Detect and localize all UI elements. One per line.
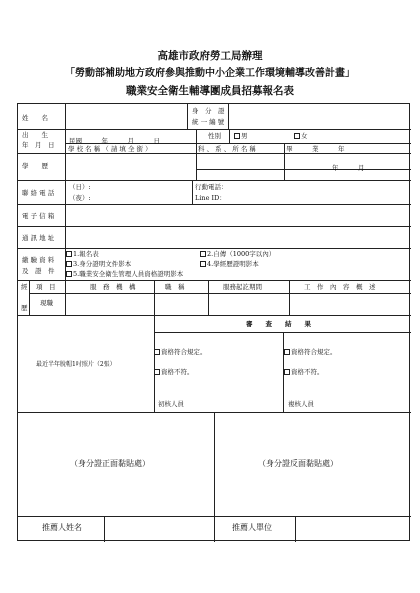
review-pass-option-1[interactable]: 資格符合規定。	[154, 348, 207, 356]
experience-title-header: 職 稱	[165, 283, 185, 291]
mobile-field[interactable]: 行動電話：	[195, 183, 228, 191]
documents-label-2: 及 證 件	[22, 267, 55, 275]
photo-area[interactable]: 最近半年脫帽1吋照片（2張）	[36, 361, 116, 368]
id-number-label-1: 身 分 證	[192, 107, 225, 115]
doc-checkbox-1[interactable]: 1.報名表	[66, 250, 99, 258]
checkbox-icon[interactable]	[284, 369, 290, 375]
checkbox-icon[interactable]	[154, 369, 160, 375]
name-label: 姓 名	[22, 114, 48, 122]
checkbox-icon[interactable]	[66, 261, 72, 267]
phone-night-field[interactable]: （夜）:	[69, 194, 91, 202]
doc-checkbox-5[interactable]: 5.職業安全衛生管理人員資格證明影本	[66, 270, 183, 278]
gender-label: 性別	[208, 132, 221, 140]
checkbox-icon[interactable]	[66, 271, 72, 277]
birth-label-2: 年 月 日	[22, 141, 55, 149]
id-number-label-2: 統 一 編 號	[192, 118, 225, 126]
experience-content-header: 工 作 內 容 概 述	[304, 283, 376, 291]
checkbox-icon[interactable]	[66, 251, 72, 257]
birth-label-1: 出 生	[22, 131, 48, 139]
line-id-field[interactable]: Line ID：	[195, 194, 226, 202]
review-title: 審 查 結 果	[246, 320, 311, 328]
email-label: 電 子 信 箱	[22, 212, 55, 220]
doc-checkbox-3[interactable]: 3.身分證明文件影本	[66, 260, 131, 268]
second-reviewer-label: 複核人員	[288, 400, 314, 408]
experience-period-header: 服務起訖期間	[223, 283, 262, 291]
program-title: 「勞動部補助地方政府參與推動中小企業工作環境輔導改善計畫」	[65, 68, 355, 79]
graduation-header: 畢 業 年	[286, 145, 345, 153]
recommender-name-label: 推薦人姓名	[42, 523, 82, 532]
checkbox-icon[interactable]	[200, 251, 206, 257]
review-fail-option-1[interactable]: 資格不符。	[154, 368, 194, 376]
id-card-front-area[interactable]: （身分證正面黏貼處）	[70, 459, 150, 468]
checkbox-icon[interactable]	[294, 133, 300, 139]
registration-form	[17, 103, 410, 541]
checkbox-icon[interactable]	[154, 349, 160, 355]
id-card-back-area[interactable]: （身分證反面黏貼處）	[258, 459, 338, 468]
experience-org-header: 服 務 機 構	[90, 283, 136, 291]
form-title: 職業安全衛生輔導團成員招募報名表	[126, 85, 294, 97]
review-fail-option-2[interactable]: 資格不符。	[284, 368, 324, 376]
phone-label: 聯 絡 電 話	[22, 189, 55, 197]
checkbox-icon[interactable]	[234, 133, 240, 139]
org-title: 高雄市政府勞工局辦理	[157, 50, 263, 62]
recommender-unit-label: 推薦人單位	[232, 523, 272, 532]
documents-label-1: 繳 驗 資 料	[22, 256, 55, 264]
school-name-header: 學 校 名 稱 （ 請 填 全 銜 ）	[68, 145, 152, 153]
birth-date-field[interactable]: 民國 年 月 日	[69, 137, 160, 145]
address-label: 通 訊 地 址	[22, 234, 55, 242]
experience-label-1: 經	[21, 283, 28, 291]
phone-day-field[interactable]: （日）:	[69, 183, 91, 191]
graduation-date-field[interactable]: 年 月	[332, 164, 365, 172]
gender-female-option[interactable]: 女	[294, 132, 308, 140]
department-header: 科 、 系 、 所 名 稱	[198, 145, 256, 153]
gender-male-option[interactable]: 男	[234, 132, 248, 140]
checkbox-icon[interactable]	[284, 349, 290, 355]
experience-label-2: 歷	[21, 304, 28, 312]
experience-item-header: 項 目	[36, 283, 56, 291]
checkbox-icon[interactable]	[200, 261, 206, 267]
experience-current-label: 現職	[40, 299, 53, 307]
doc-checkbox-2[interactable]: 2.自傳（1000字以內）	[200, 250, 275, 258]
review-pass-option-2[interactable]: 資格符合規定。	[284, 348, 337, 356]
education-label: 學 歷	[22, 162, 48, 170]
first-reviewer-label: 初核人員	[158, 400, 184, 408]
doc-checkbox-4[interactable]: 4.學經歷證明影本	[200, 260, 259, 268]
